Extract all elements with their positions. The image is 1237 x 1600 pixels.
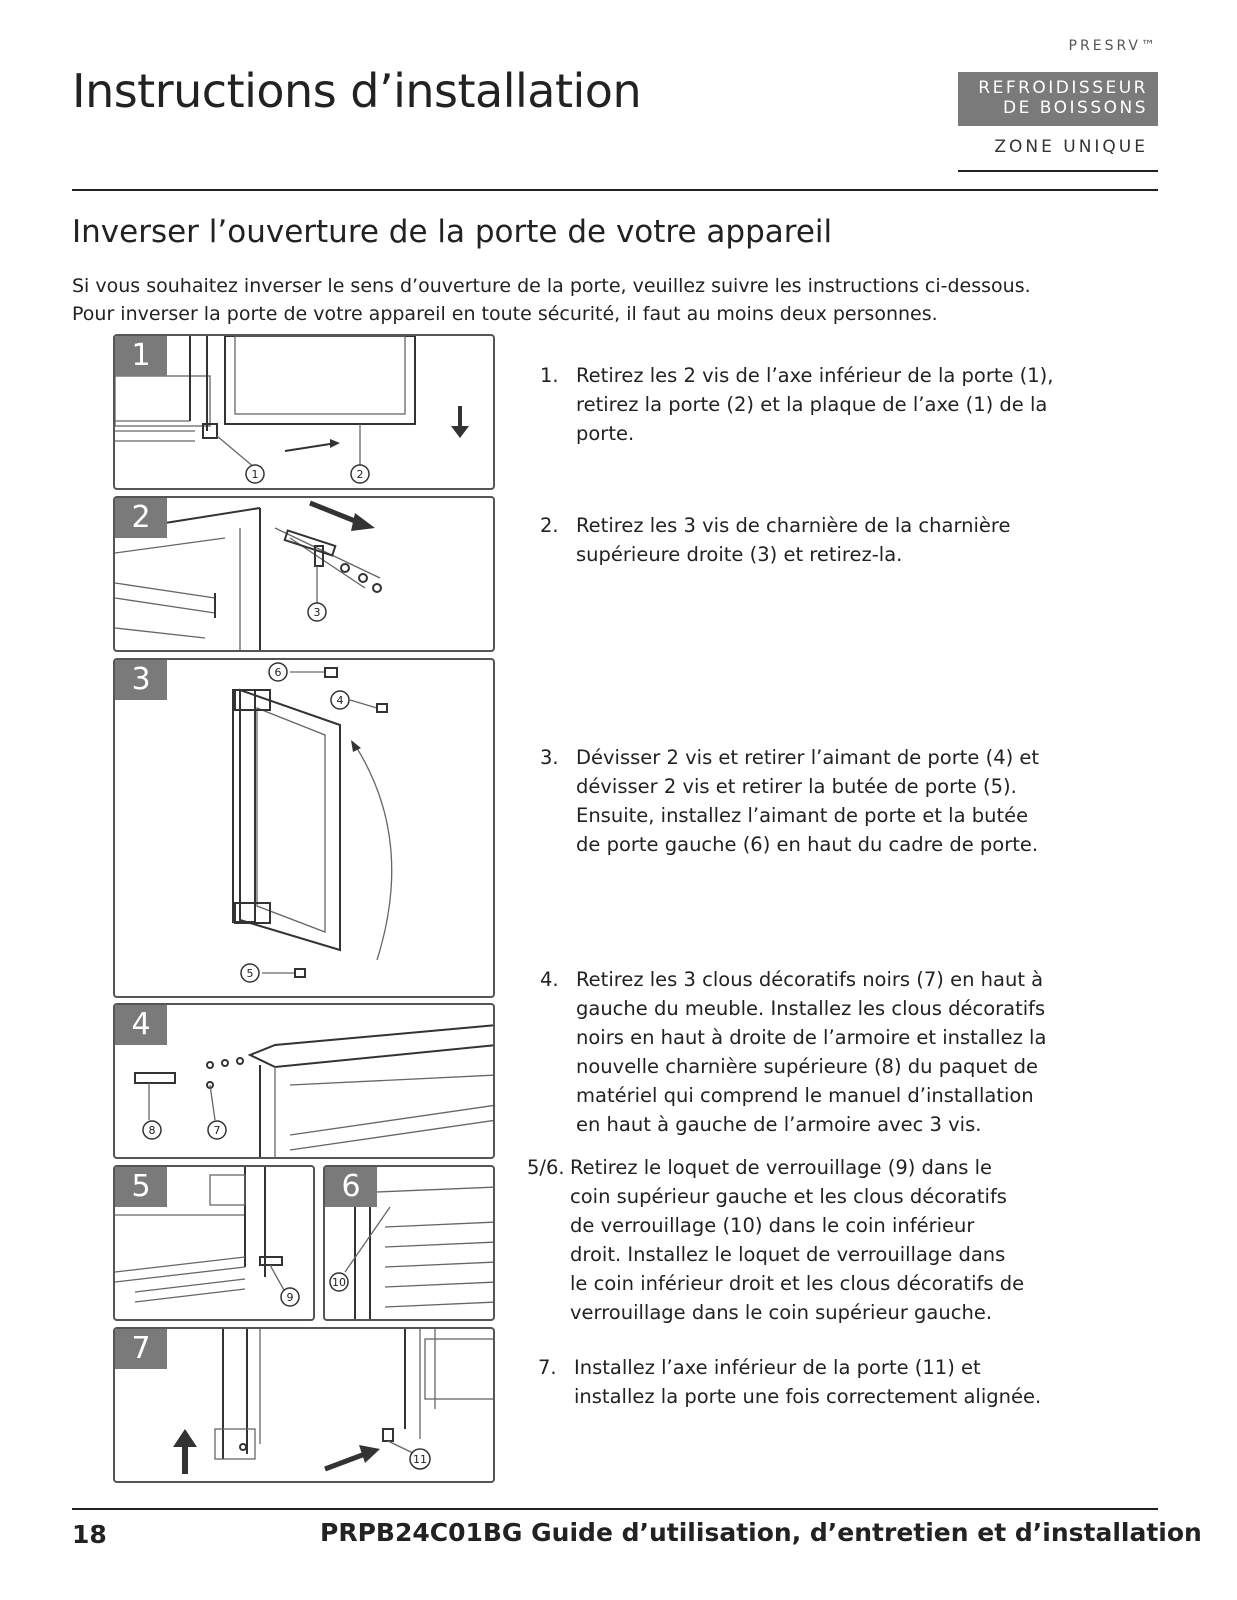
figure-3-drawing [115, 660, 495, 998]
intro-text [72, 272, 1031, 328]
badge-line-2: DE BOISSONS [1003, 98, 1148, 118]
callout-11: 11 [413, 1453, 427, 1466]
callout-2: 2 [356, 468, 364, 481]
figure-label-4: 4 [115, 1005, 167, 1045]
page-number: 18 [72, 1520, 107, 1549]
section-title: Inverser l’ouverture de la porte de votre appareil [72, 214, 833, 250]
page-title: Instructions d’installation [72, 64, 642, 118]
callout-8: 8 [148, 1124, 156, 1137]
callout-10: 10 [332, 1276, 346, 1289]
callout-7: 7 [213, 1124, 221, 1137]
step-3-number: 3. [540, 746, 559, 769]
step-1-number: 1. [540, 364, 559, 387]
figure-label-7: 7 [115, 1329, 167, 1369]
figure-step-7 [113, 1327, 495, 1483]
figure-label-5: 5 [115, 1167, 167, 1207]
callout-1: 1 [251, 468, 259, 481]
intro-line-2: Pour inverser la porte de votre appareil en toute sécurité, il faut au moins deux personnes. [72, 303, 938, 325]
figure-step-2 [113, 496, 495, 652]
figure-label-2: 2 [115, 498, 167, 538]
callout-5: 5 [246, 967, 254, 980]
step-4-text: Retirez les 3 clous décoratifs noirs (7) en haut à gauche du meuble. Installez les clous décoratifs noirs en haut à droite de l’armoire et installez la nouvelle charnière supérieure (8) du paquet de matériel qui comprend le manuel d’installation en haut à gauche de l’armoire avec 3 vis. [576, 968, 1047, 1136]
step-2-text: Retirez les 3 vis de charnière de la charnière supérieure droite (3) et retirez-la. [576, 514, 1011, 566]
header-divider [72, 189, 1158, 191]
figure-4-drawing [115, 1005, 495, 1159]
figure-label-6: 6 [325, 1167, 377, 1207]
step-7-text: Installez l’axe inférieur de la porte (11) et installez la porte une fois correctement alignée. [574, 1356, 1042, 1408]
callout-9: 9 [286, 1291, 294, 1304]
step-5-6-number: 5/6. [527, 1156, 565, 1179]
step-1-text: Retirez les 2 vis de l’axe inférieur de la porte (1), retirez la porte (2) et la plaque de l’axe (1) de la porte. [576, 364, 1054, 445]
footer-title: PRPB24C01BG Guide d’utilisation, d’entretien et d’installation [320, 1518, 1202, 1547]
figure-label-3: 3 [115, 660, 167, 700]
figure-step-6 [323, 1165, 495, 1321]
figure-step-1 [113, 334, 495, 490]
callout-6: 6 [274, 666, 282, 679]
zone-divider [958, 170, 1158, 172]
brand-name: PRESRV™ [1068, 38, 1158, 54]
footer-divider [72, 1508, 1158, 1510]
step-2-number: 2. [540, 514, 559, 537]
callout-4: 4 [336, 694, 344, 707]
figure-7-drawing [115, 1329, 495, 1483]
step-4-number: 4. [540, 968, 559, 991]
intro-line-1: Si vous souhaitez inverser le sens d’ouverture de la porte, veuillez suivre les instructions ci-dessous. [72, 275, 1031, 297]
figure-2-drawing [115, 498, 495, 652]
step-3-text: Dévisser 2 vis et retirer l’aimant de porte (4) et dévisser 2 vis et retirer la butée de porte (5). Ensuite, installez l’aimant de porte et la butée de porte gauche (6) en haut du cadre de porte. [576, 746, 1040, 856]
badge-line-1: REFROIDISSEUR [978, 78, 1148, 98]
step-7-number: 7. [538, 1356, 557, 1379]
callout-3: 3 [313, 606, 321, 619]
product-badge [958, 72, 1158, 126]
figure-label-1: 1 [115, 336, 167, 376]
figure-step-4 [113, 1003, 495, 1159]
figure-step-3 [113, 658, 495, 998]
figure-step-5 [113, 1165, 315, 1321]
zone-label: ZONE UNIQUE [994, 137, 1148, 157]
figure-1-drawing [115, 336, 495, 490]
step-5-6-text: Retirez le loquet de verrouillage (9) dans le coin supérieur gauche et les clous décoratifs de verrouillage (10) dans le coin inférieur droit. Installez le loquet de verrouillage dans le coin inférieur droit et les clous décoratifs de verrouillage dans le coin supérieur gauche. [570, 1156, 1025, 1324]
